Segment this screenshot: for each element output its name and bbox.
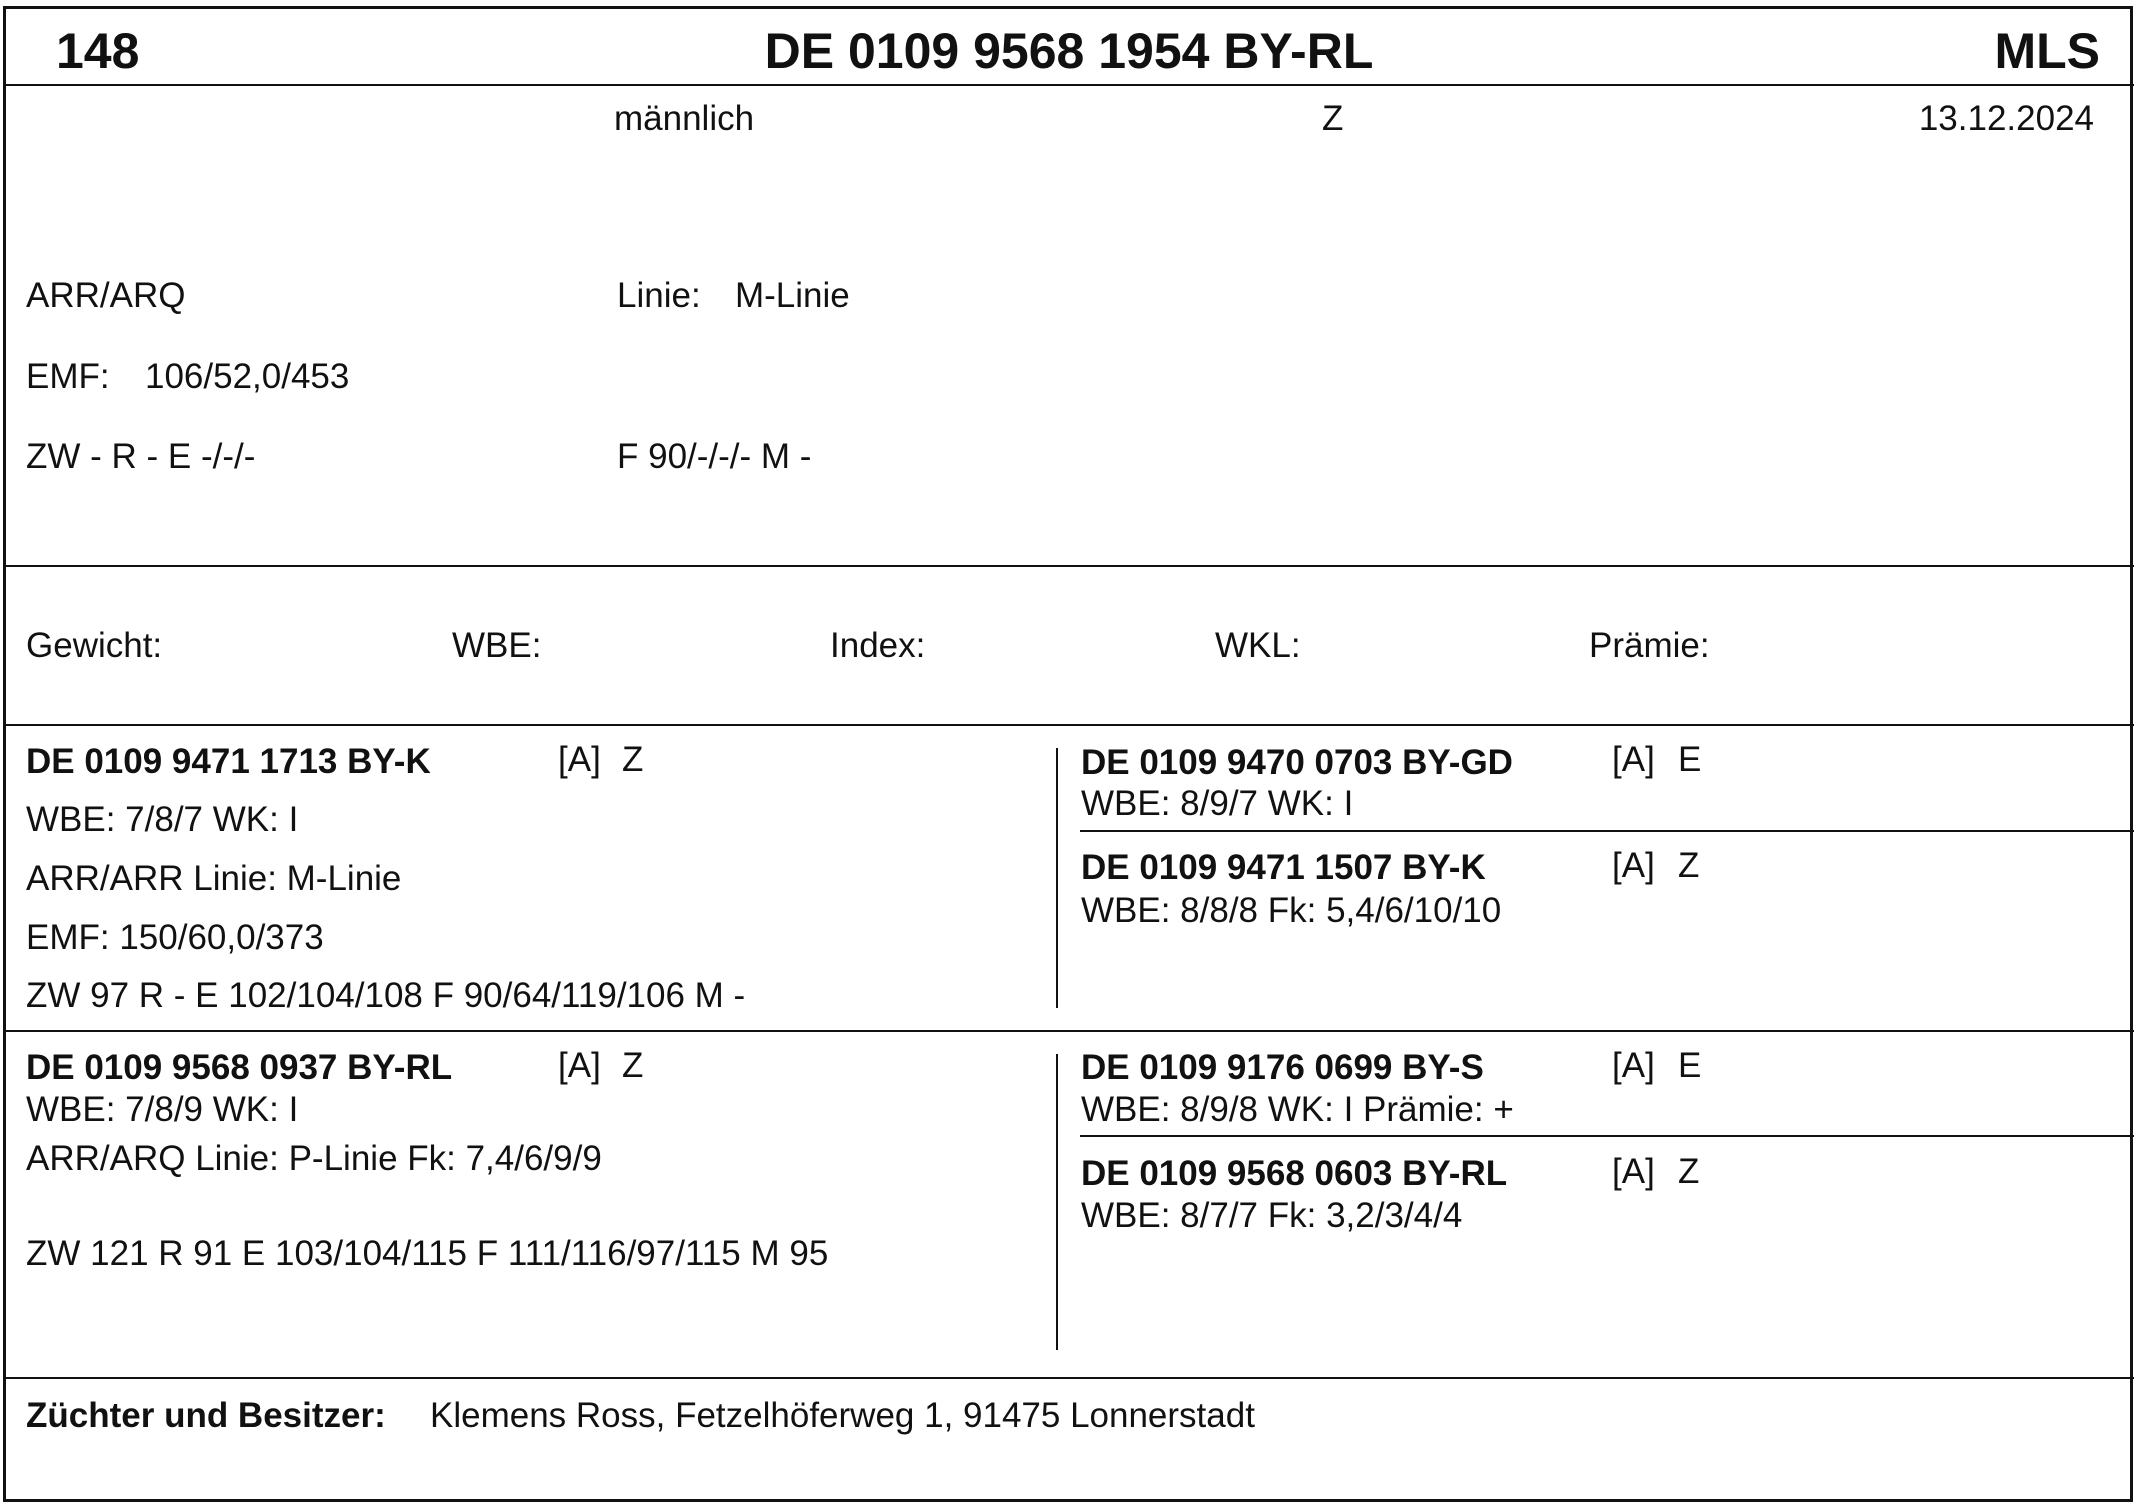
column-divider bbox=[1056, 1054, 1058, 1350]
column-divider bbox=[1056, 748, 1058, 1008]
zw-values: ZW - R - E -/-/- bbox=[26, 437, 256, 476]
premium-label: Prämie: bbox=[1589, 626, 1710, 665]
registration-number: DE 0109 9568 1954 BY-RL bbox=[764, 23, 1374, 79]
breeder-value: Klemens Ross, Fetzelhöferweg 1, 91475 Lonnerstadt bbox=[430, 1396, 1255, 1435]
catalog-number: 148 bbox=[56, 23, 140, 79]
sire-parent-id: DE 0109 9471 1507 BY-K bbox=[1081, 848, 1486, 887]
dam-genotype: ARR/ARQ Linie: P-Linie Fk: 7,4/6/9/9 bbox=[26, 1139, 602, 1178]
divider bbox=[4, 1030, 2134, 1032]
emf-value: 106/52,0/453 bbox=[145, 357, 350, 396]
sire-parent-tag: [A] bbox=[1612, 740, 1655, 779]
dam-id: DE 0109 9568 0937 BY-RL bbox=[26, 1048, 453, 1087]
dam-tag: [A] bbox=[558, 1046, 601, 1085]
date: 13.12.2024 bbox=[1918, 99, 2094, 138]
emf-label: EMF: bbox=[26, 357, 110, 396]
dam-parent-detail: WBE: 8/9/8 WK: I Prämie: + bbox=[1081, 1090, 1514, 1129]
wkl-label: WKL: bbox=[1215, 626, 1301, 665]
dam-zw: ZW 121 R 91 E 103/104/115 F 111/116/97/115 M 95 bbox=[26, 1234, 829, 1273]
dam-parent-code: E bbox=[1678, 1046, 1702, 1085]
dam-parent-detail: WBE: 8/7/7 Fk: 3,2/3/4/4 bbox=[1081, 1196, 1463, 1235]
sire-id: DE 0109 9471 1713 BY-K bbox=[26, 742, 431, 781]
f-values: F 90/-/-/- M - bbox=[617, 437, 812, 476]
wbe-label: WBE: bbox=[452, 626, 542, 665]
genotype: ARR/ARQ bbox=[26, 276, 186, 315]
sire-parent-tag: [A] bbox=[1612, 846, 1655, 885]
divider bbox=[4, 565, 2134, 567]
sex: männlich bbox=[614, 99, 755, 138]
sire-zw: ZW 97 R - E 102/104/108 F 90/64/119/106 M - bbox=[26, 976, 746, 1015]
dam-parent-code: Z bbox=[1678, 1152, 1700, 1191]
sire-genotype: ARR/ARR Linie: M-Linie bbox=[26, 859, 402, 898]
sire-wbe: WBE: 7/8/7 WK: I bbox=[26, 800, 299, 839]
sire-parent-id: DE 0109 9470 0703 BY-GD bbox=[1081, 743, 1513, 782]
breed-code: MLS bbox=[1994, 23, 2100, 79]
divider bbox=[4, 724, 2134, 726]
dam-parent-tag: [A] bbox=[1612, 1152, 1655, 1191]
dam-wbe: WBE: 7/8/9 WK: I bbox=[26, 1090, 299, 1129]
divider bbox=[4, 1377, 2134, 1379]
dam-parent-tag: [A] bbox=[1612, 1046, 1655, 1085]
sire-emf: EMF: 150/60,0/373 bbox=[26, 918, 324, 957]
divider bbox=[4, 84, 2134, 86]
line-value: M-Linie bbox=[735, 276, 850, 315]
dam-code: Z bbox=[622, 1046, 644, 1085]
index-label: Index: bbox=[830, 626, 926, 665]
dam-parent-id: DE 0109 9176 0699 BY-S bbox=[1081, 1048, 1484, 1087]
line-label: Linie: bbox=[617, 276, 701, 315]
sire-parent-detail: WBE: 8/9/7 WK: I bbox=[1081, 784, 1354, 823]
sire-parent-detail: WBE: 8/8/8 Fk: 5,4/6/10/10 bbox=[1081, 891, 1502, 930]
sire-code: Z bbox=[622, 740, 644, 779]
sire-tag: [A] bbox=[558, 740, 601, 779]
sire-parent-code: E bbox=[1678, 740, 1702, 779]
divider bbox=[1080, 1135, 2134, 1137]
divider bbox=[1080, 830, 2134, 832]
weight-label: Gewicht: bbox=[26, 626, 163, 665]
breeder-label: Züchter und Besitzer: bbox=[26, 1396, 386, 1435]
herdbook-code: Z bbox=[1322, 99, 1344, 138]
sire-parent-code: Z bbox=[1678, 846, 1700, 885]
dam-parent-id: DE 0109 9568 0603 BY-RL bbox=[1081, 1154, 1508, 1193]
